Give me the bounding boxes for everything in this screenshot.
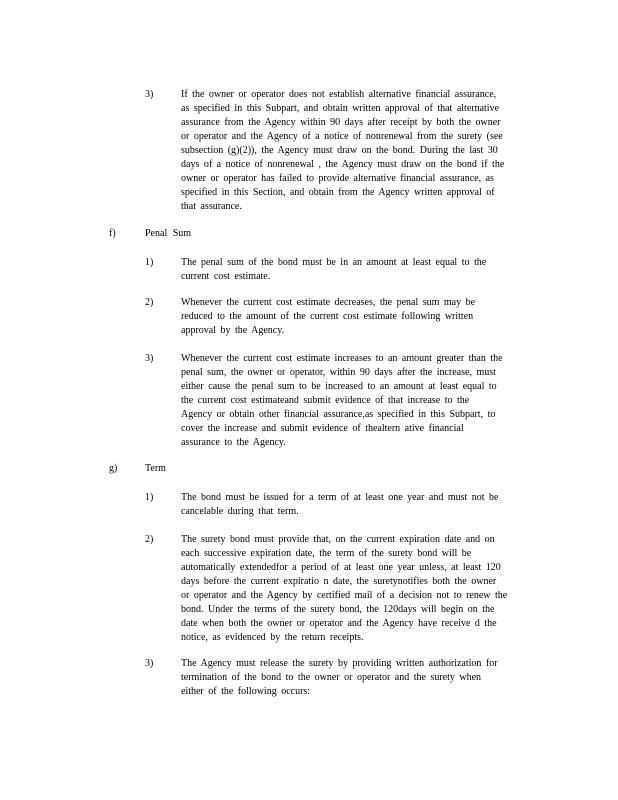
text-line: bond. Under the terms of the surety bond, the 120days will begin on the xyxy=(181,604,495,615)
section-title: Term xyxy=(145,463,166,474)
section-letter: f) xyxy=(109,228,116,239)
text-line: current cost estimate. xyxy=(181,271,271,282)
text-line: days before the current expiratio n date, the suretynotifies both the owner xyxy=(181,576,497,587)
text-line: Agency or obtain other financial assurance,as specified in this Subpart, to xyxy=(181,409,496,420)
text-line: automatically extendedfor a period of at least one year unless, at least 120 xyxy=(181,562,501,573)
item-number: 3) xyxy=(145,658,154,669)
item-number: 3) xyxy=(145,89,154,100)
item-text xyxy=(181,491,541,519)
text-line: Whenever the current cost estimate decreases, the penal sum may be xyxy=(181,297,476,308)
section-letter: g) xyxy=(109,463,118,474)
text-line: or operator and the Agency of a notice of nonrenewal from the surety (see xyxy=(181,131,503,142)
text-line: subsection (g)(2)), the Agency must draw on the bond. During the last 30 xyxy=(181,145,498,156)
text-line: The Agency must release the surety by providing written authorization for xyxy=(181,658,498,669)
text-line: owner or operator has failed to provide alternative financial assurance, as xyxy=(181,173,494,184)
text-line: The surety bond must provide that, on the current expiration date and on xyxy=(181,534,495,545)
text-line: that assurance. xyxy=(181,201,242,212)
item-text xyxy=(181,533,551,645)
text-line: reduced to the amount of the current cost estimate following written xyxy=(181,311,474,322)
text-line: cover the increase and submit evidence of thealtern ative financial xyxy=(181,423,464,434)
text-line: assurance to the Agency. xyxy=(181,437,286,448)
text-line: each successive expiration date, the term of the surety bond will be xyxy=(181,548,472,559)
item-text xyxy=(181,352,551,450)
text-line: or operator and the Agency by certified mail of a decision not to renew the xyxy=(181,590,508,601)
item-number: 2) xyxy=(145,534,154,545)
text-line: the current cost estimateand submit evidence of that increase to the xyxy=(181,395,470,406)
item-number: 3) xyxy=(145,353,154,364)
text-line: The bond must be issued for a term of at least one year and must not be xyxy=(181,492,499,503)
text-line: notice, as evidenced by the return receipts. xyxy=(181,632,364,643)
item-number: 2) xyxy=(145,297,154,308)
text-line: date when both the owner or operator and the Agency have receive d the xyxy=(181,618,497,629)
text-line: days of a notice of nonrenewal , the Agency must draw on the bond if the xyxy=(181,159,505,170)
text-line: cancelable during that term. xyxy=(181,506,299,517)
text-line: termination of the bond to the owner or operator and the surety when xyxy=(181,672,482,683)
item-text xyxy=(181,88,531,214)
text-line: specified in this Section, and obtain from the Agency written approval of xyxy=(181,187,495,198)
text-line: as specified in this Subpart, and obtain written approval of that alternative xyxy=(181,103,500,114)
text-line: either of the following occurs: xyxy=(181,686,311,697)
item-text xyxy=(181,296,541,338)
section-title: Penal Sum xyxy=(145,228,192,239)
text-line: approval by the Agency. xyxy=(181,325,285,336)
text-line: Whenever the current cost estimate increases to an amount greater than the xyxy=(181,353,503,364)
text-line: either cause the penal sum to be increased to an amount at least equal to xyxy=(181,381,497,392)
item-text xyxy=(181,256,541,284)
text-line: penal sum, the owner or operator, within 90 days after the increase, must xyxy=(181,367,496,378)
text-line: If the owner or operator does not establish alternative financial assurance, xyxy=(181,89,497,100)
item-text xyxy=(181,657,551,699)
item-number: 1) xyxy=(145,257,154,268)
text-line: assurance from the Agency within 90 days after receipt by both the owner xyxy=(181,117,501,128)
text-line: The penal sum of the bond must be in an amount at least equal to the xyxy=(181,257,487,268)
item-number: 1) xyxy=(145,492,154,503)
